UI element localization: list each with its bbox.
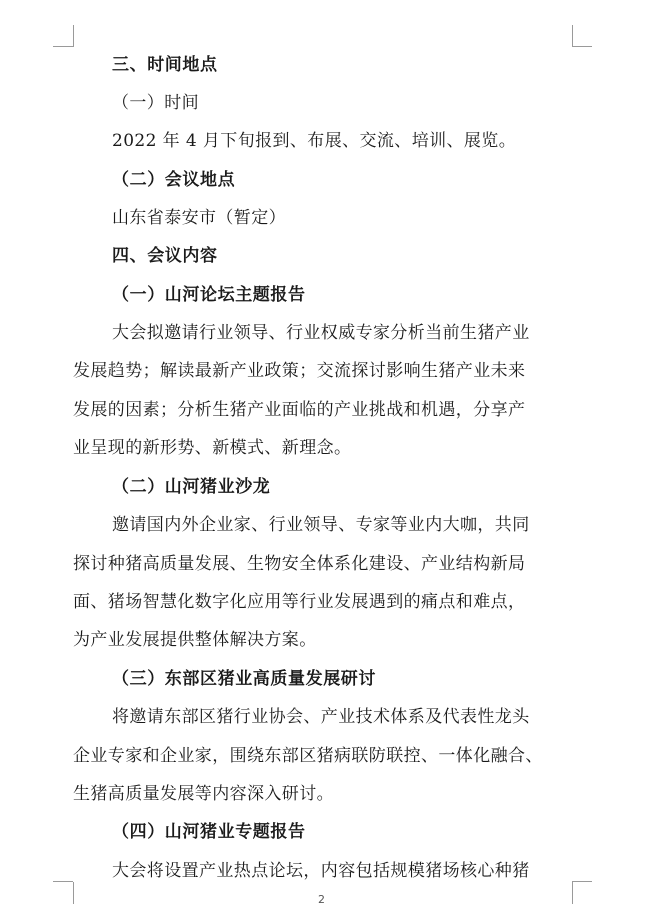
paragraph-line: 发展趋势；解读最新产业政策；交流探讨影响生猪产业未来 — [73, 361, 526, 381]
section-heading-content: 四、会议内容 — [112, 246, 218, 266]
paragraph-line: 大会拟邀请行业领导、行业权威专家分析当前生猪产业 — [112, 323, 530, 343]
paragraph-line: 2022 年 4 月下旬报到、布展、交流、培训、展览。 — [112, 131, 517, 151]
paragraph-line: 山东省泰安市（暂定） — [112, 208, 286, 228]
subheading-time: （一）时间 — [112, 93, 199, 113]
subheading-special-report: （四）山河猪业专题报告 — [112, 822, 306, 842]
paragraph-line: 为产业发展提供整体解决方案。 — [73, 630, 317, 650]
paragraph-line: 将邀请东部区猪行业协会、产业技术体系及代表性龙头 — [112, 707, 530, 727]
subheading-eastern-seminar: （三）东部区猪业高质量发展研讨 — [112, 669, 376, 689]
section-heading-time-place: 三、时间地点 — [112, 55, 218, 75]
paragraph-line: 发展的因素；分析生猪产业面临的产业挑战和机遇，分享产 — [73, 400, 526, 420]
paragraph-line: 企业专家和企业家，围绕东部区猪病联防联控、一体化融合、 — [73, 746, 543, 766]
paragraph-line: 探讨种猪高质量发展、生物安全体系化建设、产业结构新局 — [73, 554, 526, 574]
paragraph-line: 业呈现的新形势、新模式、新理念。 — [73, 438, 352, 458]
paragraph-line: 生猪高质量发展等内容深入研讨。 — [73, 784, 334, 804]
page-number: 2 — [318, 893, 325, 906]
paragraph-line: 邀请国内外企业家、行业领导、专家等业内大咖，共同 — [112, 515, 530, 535]
subheading-forum: （一）山河论坛主题报告 — [112, 285, 306, 305]
subheading-salon: （二）山河猪业沙龙 — [112, 477, 271, 497]
paragraph-line: 大会将设置产业热点论坛，内容包括规模猪场核心种猪 — [112, 861, 530, 881]
paragraph-line: 面、猪场智慧化数字化应用等行业发展遇到的痛点和难点， — [73, 592, 526, 612]
subheading-venue: （二）会议地点 — [112, 170, 236, 190]
